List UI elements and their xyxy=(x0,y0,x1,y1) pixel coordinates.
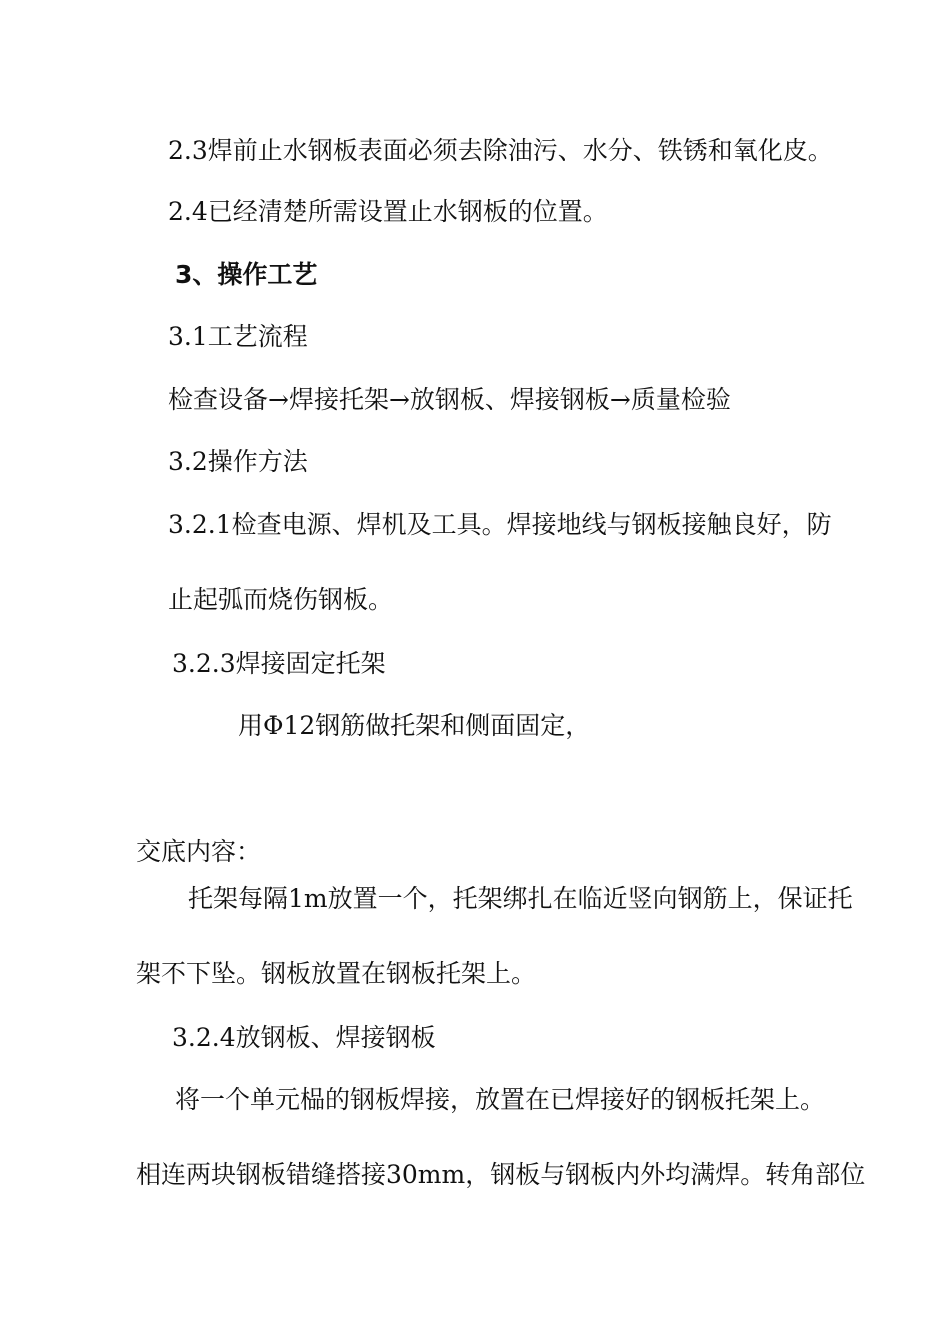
text-line-3-2-1: 3.2.1检查电源、焊机及工具。焊接地线与钢板接触良好，防 xyxy=(168,510,832,539)
text-line-process-flow: 检查设备→焊接托架→放钢板、焊接钢板→质量检验 xyxy=(168,385,731,414)
text-line-support-bar: 用Φ12钢筋做托架和侧面固定， xyxy=(238,711,591,740)
text-line-2-4: 2.4已经清楚所需设置止水钢板的位置。 xyxy=(168,197,608,226)
text-line-3-2: 3.2操作方法 xyxy=(168,447,308,476)
text-line-3-2-1-cont: 止起弧而烧伤钢板。 xyxy=(168,585,394,614)
section-label-briefing: 交底内容： xyxy=(136,837,262,866)
text-line-3-1: 3.1工艺流程 xyxy=(168,322,308,351)
text-line-briefing-1: 托架每隔1m放置一个，托架绑扎在临近竖向钢筋上，保证托 xyxy=(188,884,853,913)
section-heading-3: 3、操作工艺 xyxy=(175,260,318,289)
text-line-3-2-3: 3.2.3焊接固定托架 xyxy=(172,649,386,678)
text-line-weld-2: 相连两块钢板错缝搭接30mm，钢板与钢板内外均满焊。转角部位 xyxy=(136,1160,866,1189)
text-line-2-3: 2.3焊前止水钢板表面必须去除油污、水分、铁锈和氧化皮。 xyxy=(168,136,833,165)
text-line-weld-1: 将一个单元榀的钢板焊接，放置在已焊接好的钢板托架上。 xyxy=(175,1085,826,1114)
text-line-briefing-2: 架不下坠。钢板放置在钢板托架上。 xyxy=(136,959,537,988)
text-line-3-2-4: 3.2.4放钢板、焊接钢板 xyxy=(172,1023,436,1052)
